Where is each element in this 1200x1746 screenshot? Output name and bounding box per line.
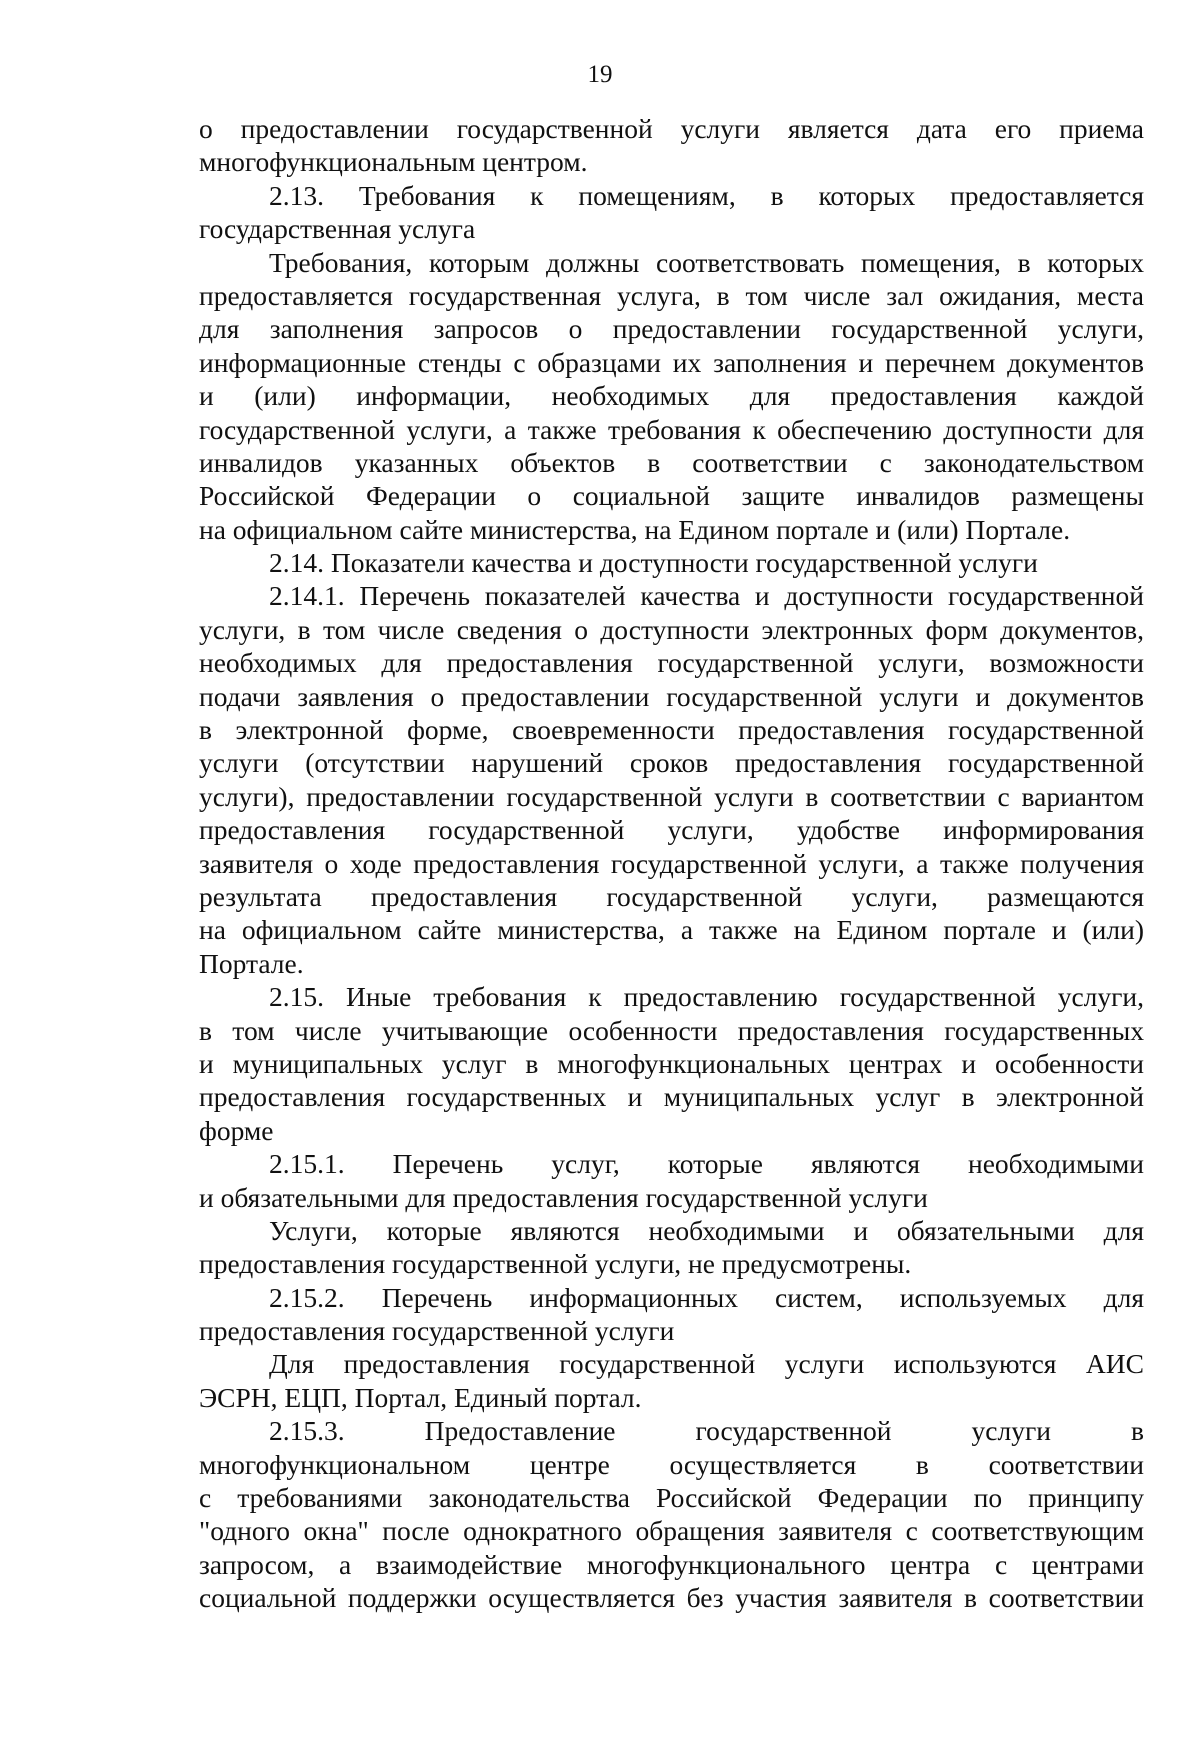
- text-line: "одного окна" после однократного обращения заявителя с соответствующим: [199, 1515, 1144, 1547]
- text-line: предоставления государственных и муниципальных услуг в электронной: [199, 1081, 1144, 1113]
- text-line: и (или) информации, необходимых для предоставления каждой: [199, 380, 1144, 412]
- text-line: в электронной форме, своевременности предоставления государственной: [199, 714, 1144, 746]
- text-line: многофункциональном центре осуществляется в соответствии: [199, 1448, 1144, 1480]
- text-line: и муниципальных услуг в многофункциональных центрах и особенности: [199, 1047, 1144, 1079]
- text-line: подачи заявления о предоставлении государственной услуги и документов: [199, 680, 1144, 712]
- text-line: Услуги, которые являются необходимыми и обязательными для: [269, 1214, 1144, 1246]
- text-line: с требованиями законодательства Российской Федерации по принципу: [199, 1482, 1144, 1514]
- text-line: социальной поддержки осуществляется без участия заявителя в соответствии: [199, 1582, 1144, 1614]
- text-line: ЭСРН, ЕЦП, Портал, Единый портал.: [199, 1381, 642, 1413]
- text-line: 2.13. Требования к помещениям, в которых предоставляется: [269, 179, 1144, 211]
- text-line: услуги), предоставлении государственной услуги в соответствии с вариантом: [199, 780, 1144, 812]
- text-line: запросом, а взаимодействие многофункционального центра с центрами: [199, 1548, 1144, 1580]
- text-line: предоставляется государственная услуга, в том числе зал ожидания, места: [199, 279, 1144, 311]
- text-line: предоставления государственной услуги, не предусмотрены.: [199, 1248, 912, 1280]
- text-line: государственная услуга: [199, 213, 476, 245]
- text-line: на официальном сайте министерства, на Едином портале и (или) Портале.: [199, 513, 1071, 545]
- text-line: Для предоставления государственной услуги используются АИС: [269, 1348, 1144, 1380]
- document-body: [199, 112, 1144, 1615]
- text-line: 2.15.3. Предоставление государственной услуги в: [269, 1415, 1144, 1447]
- text-line: государственной услуги, а также требования к обеспечению доступности для: [199, 413, 1144, 445]
- page-number: 19: [587, 61, 613, 88]
- text-line: в том числе учитывающие особенности предоставления государственных: [199, 1014, 1144, 1046]
- text-line: услуги, в том числе сведения о доступности электронных форм документов,: [199, 613, 1144, 645]
- text-line: для заполнения запросов о предоставлении государственной услуги,: [199, 313, 1144, 345]
- text-line: форме: [199, 1114, 274, 1146]
- text-line: предоставления государственной услуги: [199, 1315, 675, 1347]
- text-line: предоставления государственной услуги, удобстве информирования: [199, 814, 1144, 846]
- text-line: инвалидов указанных объектов в соответствии с законодательством: [199, 446, 1144, 478]
- text-line: информационные стенды с образцами их заполнения и перечнем документов: [199, 346, 1144, 378]
- text-line: заявителя о ходе предоставления государственной услуги, а также получения: [199, 847, 1144, 879]
- text-line: 2.14. Показатели качества и доступности государственной услуги: [269, 547, 1038, 579]
- text-line: 2.15. Иные требования к предоставлению государственной услуги,: [269, 981, 1144, 1013]
- text-line: услуги (отсутствии нарушений сроков предоставления государственной: [199, 747, 1144, 779]
- text-line: 2.14.1. Перечень показателей качества и доступности государственной: [269, 580, 1144, 612]
- text-line: результата предоставления государственной услуги, размещаются: [199, 880, 1144, 912]
- text-line: и обязательными для предоставления государственной услуги: [199, 1181, 928, 1213]
- text-line: многофункциональным центром.: [199, 146, 588, 178]
- text-line: Требования, которым должны соответствовать помещения, в которых: [269, 246, 1144, 278]
- text-line: Портале.: [199, 947, 304, 979]
- text-line: 2.15.2. Перечень информационных систем, используемых для: [269, 1281, 1144, 1313]
- text-line: на официальном сайте министерства, а также на Едином портале и (или): [199, 914, 1144, 946]
- text-line: о предоставлении государственной услуги является дата его приема: [199, 113, 1144, 144]
- text-line: необходимых для предоставления государственной услуги, возможности: [199, 647, 1144, 679]
- text-line: Российской Федерации о социальной защите инвалидов размещены: [199, 480, 1144, 512]
- text-line: 2.15.1. Перечень услуг, которые являются необходимыми: [269, 1148, 1144, 1180]
